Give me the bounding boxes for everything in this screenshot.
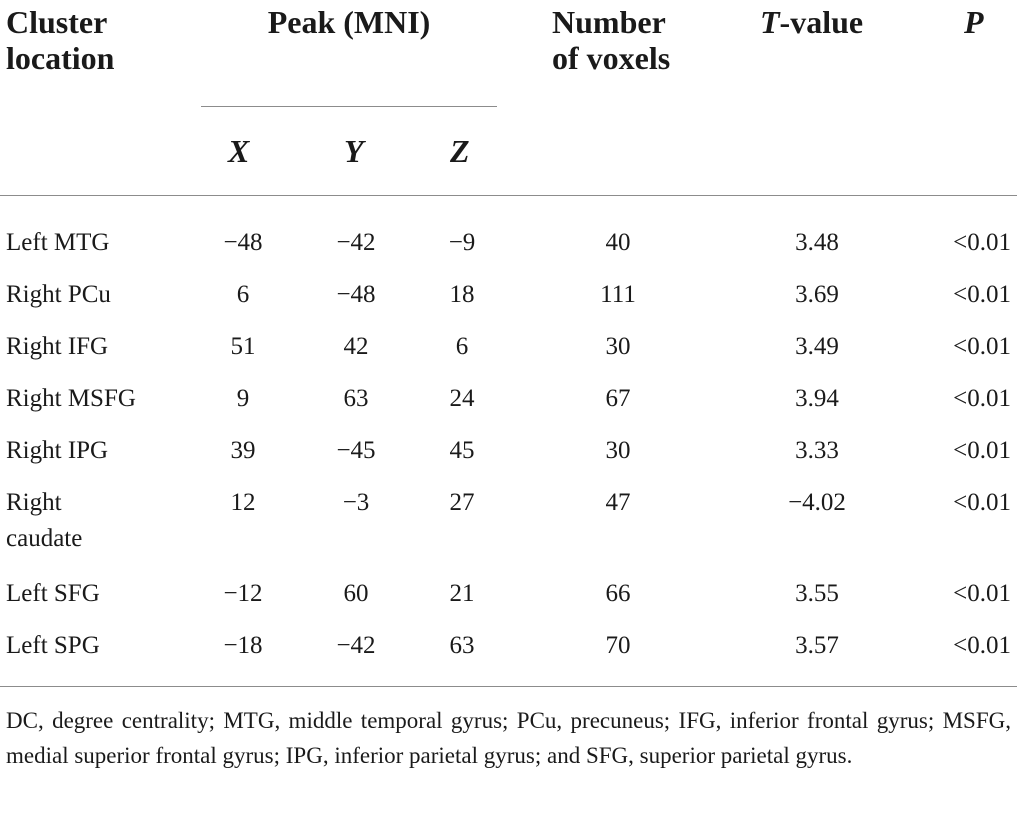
cell-y: −42	[336, 632, 376, 659]
cell-x: −12	[223, 580, 263, 607]
cell-location-line1: Right IFG	[6, 333, 109, 360]
cell-y: −3	[342, 489, 370, 516]
cell-x: 9	[236, 385, 250, 412]
cell-location-line1: Right IPG	[6, 437, 109, 464]
cell-p: <0.01	[953, 489, 1011, 516]
cell-voxels: 30	[605, 333, 631, 360]
cell-t-value: 3.57	[795, 632, 839, 659]
cell-location	[6, 485, 186, 557]
cell-y: 42	[343, 333, 369, 360]
cell-z: 27	[449, 489, 475, 516]
cell-x: 12	[230, 489, 256, 516]
cell-location-line1: Right MSFG	[6, 385, 136, 412]
cell-y: −45	[336, 437, 376, 464]
cell-voxels: 66	[605, 580, 631, 607]
cell-t-value: 3.49	[795, 333, 839, 360]
cell-t-value: 3.33	[795, 437, 839, 464]
header-bottom-rule	[0, 195, 1017, 196]
cell-p: <0.01	[953, 437, 1011, 464]
cell-x: 51	[230, 333, 256, 360]
cell-location	[6, 381, 186, 417]
cell-z: 21	[449, 580, 475, 607]
cell-z: 24	[449, 385, 475, 412]
cell-x: 39	[230, 437, 256, 464]
peak-header-rule	[201, 106, 497, 107]
cell-location-line1: Left MTG	[6, 229, 110, 256]
header-cluster-line1: Cluster	[6, 4, 108, 40]
cell-voxels: 70	[605, 632, 631, 659]
header-voxels-line1: Number	[552, 4, 666, 40]
cell-t-value: 3.55	[795, 580, 839, 607]
cell-z: 63	[449, 632, 475, 659]
header-t-value	[760, 4, 863, 40]
cell-location-line2: caudate	[6, 525, 83, 552]
cell-x: −18	[223, 632, 263, 659]
cell-location	[6, 277, 186, 313]
cell-t-value: 3.48	[795, 229, 839, 256]
header-z: Z	[450, 133, 470, 169]
cell-p: <0.01	[953, 580, 1011, 607]
cell-z: 6	[455, 333, 469, 360]
cell-p: <0.01	[953, 333, 1011, 360]
cell-location-line1: Right PCu	[6, 281, 111, 308]
cell-y: 60	[343, 580, 369, 607]
cell-x: −48	[223, 229, 263, 256]
header-y: Y	[344, 133, 364, 169]
cell-t-value: 3.94	[795, 385, 839, 412]
cell-location	[6, 433, 186, 469]
header-x: X	[228, 133, 250, 169]
cell-p: <0.01	[953, 281, 1011, 308]
cell-location-line1: Left SFG	[6, 580, 100, 607]
cell-t-value: −4.02	[788, 489, 846, 516]
cell-voxels: 67	[605, 385, 631, 412]
cell-y: −48	[336, 281, 376, 308]
cell-t-value: 3.69	[795, 281, 839, 308]
cell-voxels: 47	[605, 489, 631, 516]
cell-voxels: 40	[605, 229, 631, 256]
cell-location-line1: Right	[6, 489, 62, 516]
cell-location	[6, 628, 186, 664]
cell-location	[6, 576, 186, 612]
cell-z: 18	[449, 281, 475, 308]
cell-location	[6, 329, 186, 365]
cell-x: 6	[236, 281, 250, 308]
table-footnote: DC, degree centrality; MTG, middle temporal gyrus; PCu, precuneus; IFG, inferior frontal gyrus; MSFG, medial superior frontal gyrus; IPG, inferior parietal gyrus; and SFG, superior parietal gyrus.	[6, 708, 1011, 768]
header-cluster-line2: location	[6, 40, 115, 76]
header-t-letter: T	[760, 4, 780, 40]
table-bottom-rule	[0, 686, 1017, 687]
cell-y: −42	[336, 229, 376, 256]
header-cluster-location	[6, 4, 114, 76]
header-t-suffix: -value	[779, 4, 864, 40]
cell-p: <0.01	[953, 229, 1011, 256]
header-voxels-line2: of voxels	[552, 40, 671, 76]
cell-voxels: 111	[600, 281, 636, 308]
header-peak-mni: Peak (MNI)	[267, 4, 431, 40]
cell-p: <0.01	[953, 385, 1011, 412]
header-p: P	[964, 4, 984, 40]
cell-p: <0.01	[953, 632, 1011, 659]
cell-z: 45	[449, 437, 475, 464]
cell-location-line1: Left SPG	[6, 632, 100, 659]
cell-location	[6, 225, 186, 261]
header-number-of-voxels	[552, 4, 670, 76]
cell-voxels: 30	[605, 437, 631, 464]
cell-z: −9	[448, 229, 476, 256]
cell-y: 63	[343, 385, 369, 412]
